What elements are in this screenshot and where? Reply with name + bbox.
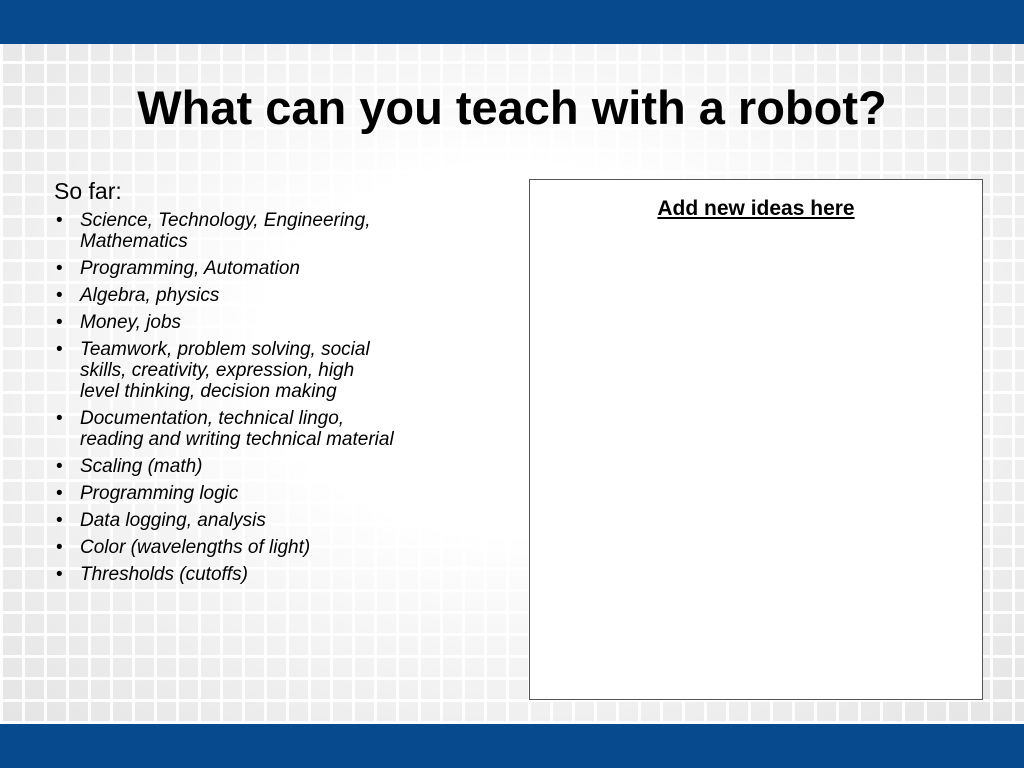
- list-item-text: Scaling (math): [80, 456, 203, 477]
- list-item-text: Teamwork, problem solving, social skills, creativity, expression, high level thinking, decision making: [80, 339, 370, 402]
- list-item: [54, 258, 474, 279]
- bullet-icon: •: [56, 483, 63, 504]
- bullet-icon: •: [56, 258, 63, 279]
- list-item-text: Data logging, analysis: [80, 510, 266, 531]
- list-item: [54, 210, 474, 252]
- bullet-icon: •: [56, 564, 63, 585]
- list-item-text: Thresholds (cutoffs): [80, 564, 248, 585]
- bullet-icon: •: [56, 312, 63, 333]
- list-item: [54, 510, 474, 531]
- new-ideas-box[interactable]: [529, 179, 983, 700]
- list-item: [54, 408, 474, 450]
- bullet-icon: •: [56, 456, 63, 477]
- bullet-icon: •: [56, 210, 63, 231]
- bottom-banner-bar: [0, 724, 1024, 768]
- list-item: [54, 564, 474, 585]
- bullet-icon: •: [56, 285, 63, 306]
- list-item: [54, 456, 474, 477]
- bullet-icon: •: [56, 537, 63, 558]
- top-banner-bar: [0, 0, 1024, 44]
- list-item: [54, 285, 474, 306]
- list-heading: So far:: [54, 178, 122, 204]
- bullet-icon: •: [56, 339, 63, 360]
- list-item-text: Documentation, technical lingo, reading and writing technical material: [80, 408, 394, 450]
- content-column: [54, 176, 474, 591]
- list-item-text: Algebra, physics: [80, 285, 220, 306]
- list-item-text: Money, jobs: [80, 312, 182, 333]
- new-ideas-heading: Add new ideas here: [657, 197, 855, 220]
- list-item-text: Programming, Automation: [80, 258, 301, 279]
- ideas-list: [54, 210, 474, 585]
- slide-title: What can you teach with a robot?: [137, 81, 887, 134]
- list-item: [54, 312, 474, 333]
- bullet-icon: •: [56, 408, 63, 429]
- list-item-text: Science, Technology, Engineering, Mathematics: [80, 210, 371, 252]
- list-item-text: Color (wavelengths of light): [80, 537, 311, 558]
- list-item-text: Programming logic: [80, 483, 239, 504]
- bullet-icon: •: [56, 510, 63, 531]
- list-item: [54, 339, 474, 402]
- list-item: [54, 483, 474, 504]
- list-item: [54, 537, 474, 558]
